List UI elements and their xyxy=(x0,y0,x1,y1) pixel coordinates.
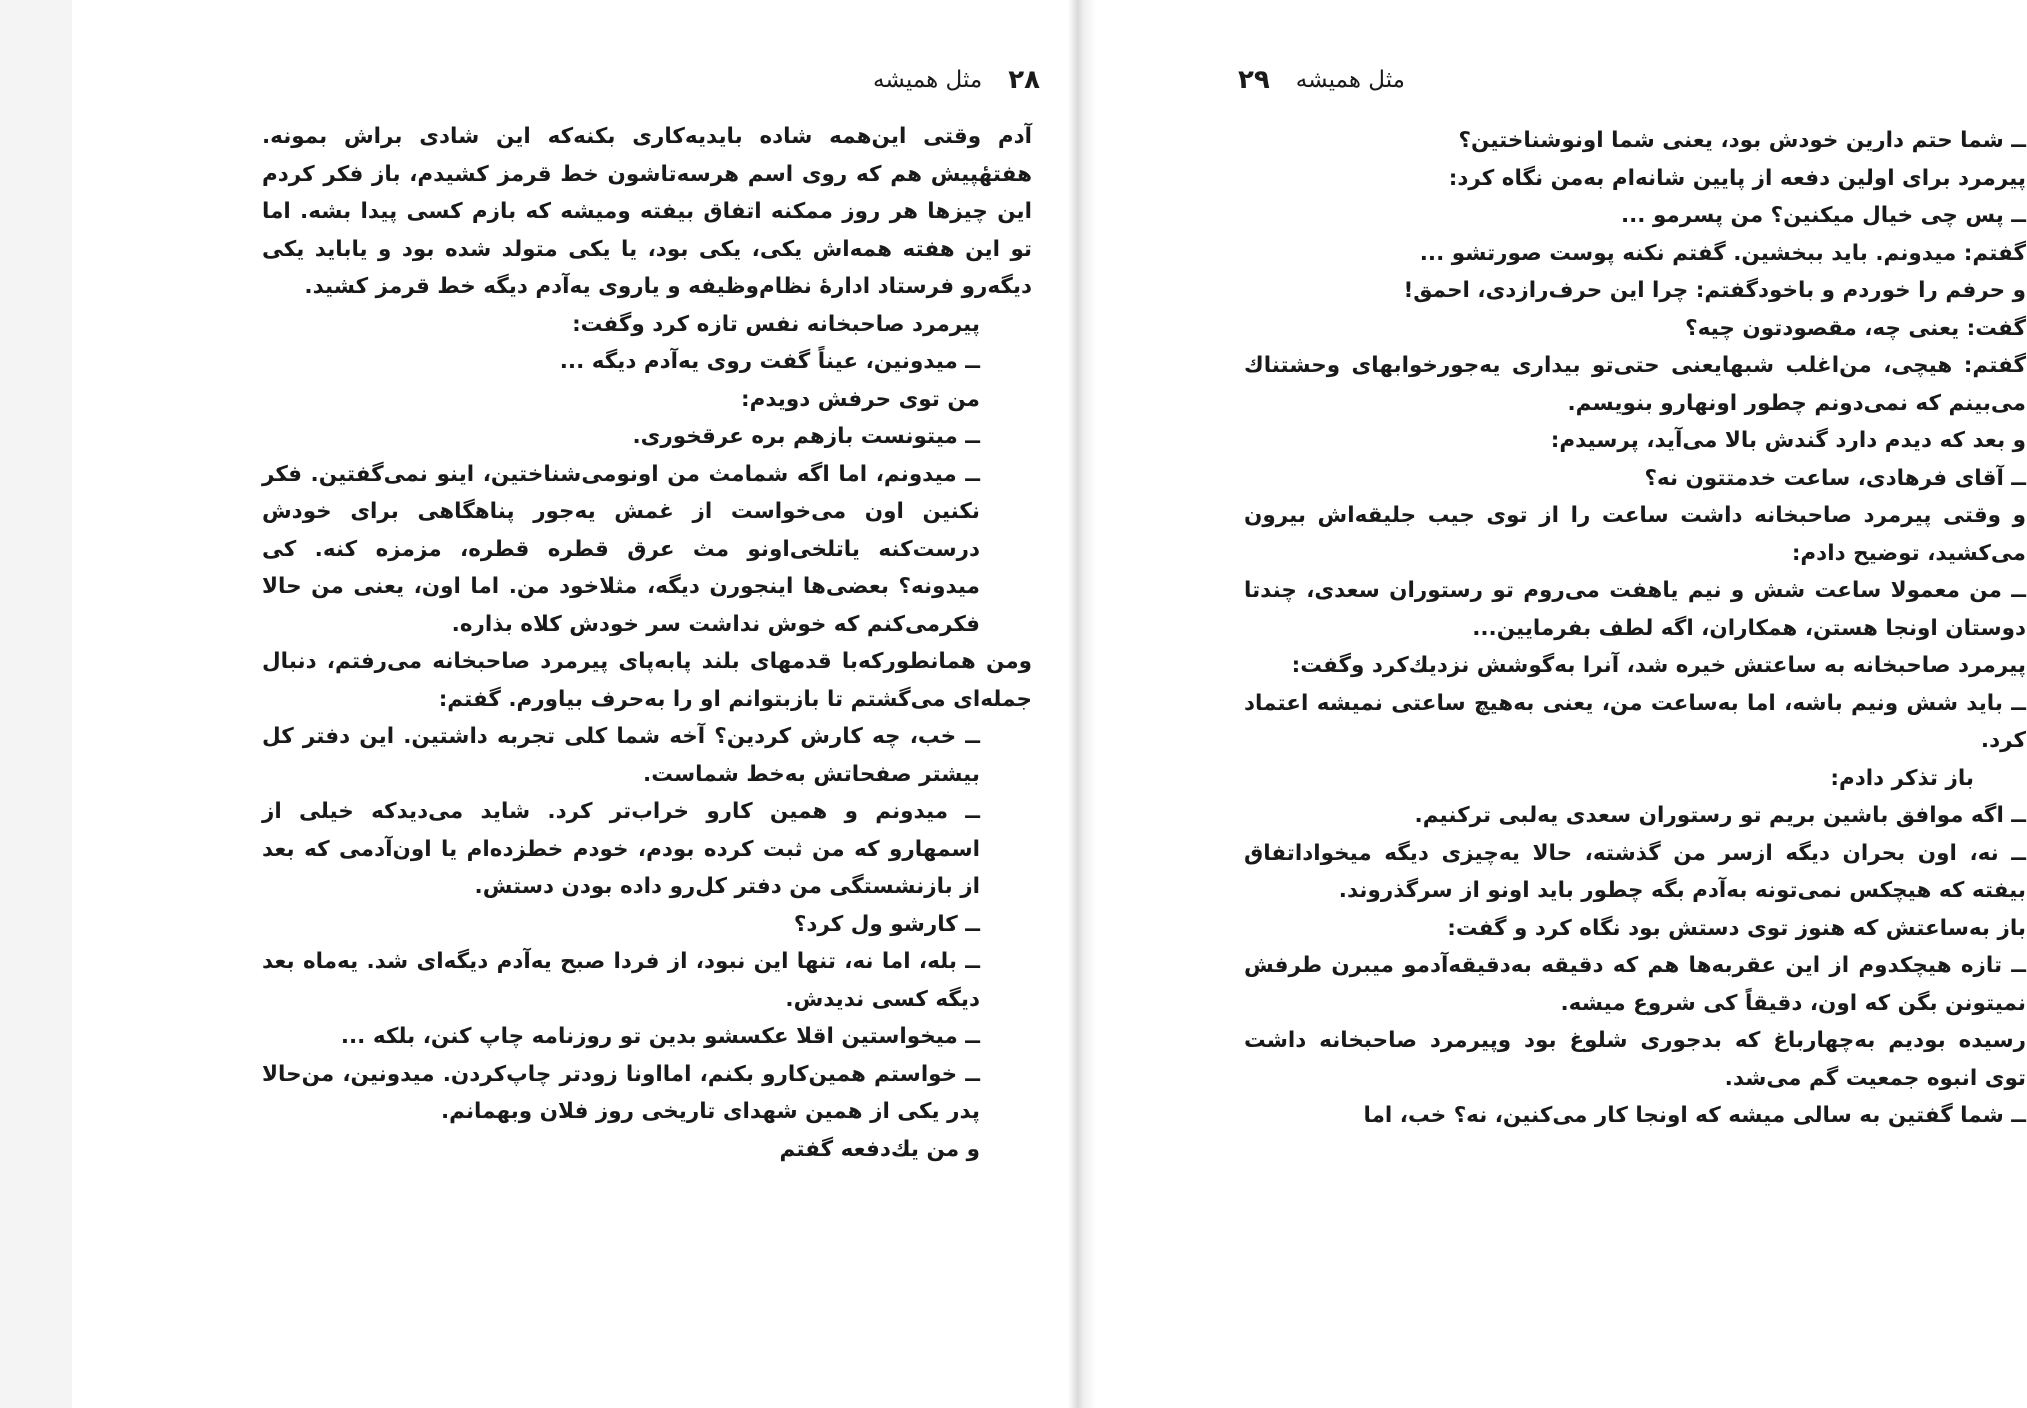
dialogue-line: ــ کارشو ول کرد؟ xyxy=(793,911,980,937)
dialogue-line: ــ خواستم همین‌کارو بکنم، امااونا زودتر چاپ‌کردن. میدونین، من‌حالا پدر یکی از همین شهدای تاریخی روز فلان وبهمانم. xyxy=(262,1061,980,1124)
dialogue-line: ــ باید شش ونیم باشه، اما بەساعت من، یعنی بەهیچ ساعتی نمیشه اعتماد کرد. xyxy=(1244,690,2026,753)
paragraph: پیرمرد صاحبخانه نفس تازه کرد وگفت: xyxy=(572,311,980,337)
page-body xyxy=(1244,122,2027,1135)
book-page-left xyxy=(72,0,1068,1408)
page-body xyxy=(262,118,1040,1168)
dialogue-line: ــ پس چی خیال میکنین؟ من پسرمو ... xyxy=(1620,203,2026,228)
running-title: مثل همیشه xyxy=(1295,67,1405,93)
dialogue-line: ــ میتونست بازهم بره عرقخوری. xyxy=(632,424,980,449)
dialogue-line: ــ نه، اون بحران دیگه ازسر من گذشته، حالا یه‌چیزی دیگه میخواداتفاق بیفته که هیچکس نمی‌تونه بەآدم بگه چطور باید اونو از سرگذروند. xyxy=(1244,840,2026,903)
dialogue-line: ــ میدونم، اما اگه شمامث من اونومی‌شناختین، اینو نمی‌گفتین. فکر نکنین اون می‌خواست از غمش یه‌جور پناهگاهی برای خودش درست‌کنه یاتلخی‌اونو مث عرق قطره قطره، مزمزه کنه. کی میدونه؟ بعضی‌ها اینجورن دیگه، مثلاخود من. اما اون، یعنی من حالا فکرمی‌کنم که خوش نداشت سر خودش کلاه بذاره. xyxy=(262,461,980,637)
paragraph: رسیده بودیم بەچهارباغ که بدجوری شلوغ بود وپیرمرد صاحبخانه داشت توی انبوه جمعیت گم می‌شد. xyxy=(1244,1028,2026,1091)
paragraph: ومن همانطورکه‌با قدمهای بلند پابه‌پای پیرمرد صاحبخانه می‌رفتم، دنبال جمله‌ای می‌گشتم تا بازبتوانم او را بەحرف بیاورم. گفتم: xyxy=(262,649,1032,712)
paragraph: باز تذکر دادم: xyxy=(1830,765,1974,791)
page-number: ۲۸ xyxy=(1008,65,1040,95)
page-header xyxy=(1238,62,1538,98)
paragraph: پیرمرد برای اولین دفعه از پایین شانه‌ام بەمن نگاه کرد: xyxy=(1448,165,2026,191)
dialogue-line: ــ شما گفتین به سالی میشه که اونجا کار می‌کنین، نه؟ خب، اما xyxy=(1363,1103,2026,1128)
book-spine xyxy=(1068,0,1096,1408)
paragraph: من توی حرفش دویدم: xyxy=(741,386,980,412)
dialogue-line: ــ میخواستین اقلا عکسشو بدین تو روزنامه چاپ کنن، بلکه ... xyxy=(340,1024,980,1049)
paragraph: و حرفم را خوردم و باخودگفتم: چرا این حرف‌رازدی، احمق! xyxy=(1403,278,2026,303)
dialogue-line: ــ خب، چه کارش کردین؟ آخه شما کلی تجربه داشتین. این دفتر کل بیشتر صفحاتش به‌خط شماست. xyxy=(262,724,980,787)
book-page-right xyxy=(1096,0,2027,1408)
dialogue-line: ــ من معمولا ساعت شش و نیم یاهفت می‌روم تو رستوران سعدی، چندتا دوستان اونجا هستن، همکاران، اگه لطف بفرمایین... xyxy=(1244,578,2026,641)
scan-margin-left xyxy=(0,0,72,1408)
dialogue-line: ــ اگه موافق باشین بریم تو رستوران سعدی یەلبی ترکنیم. xyxy=(1414,803,2026,828)
paragraph: پیرمرد صاحبخانه به ساعتش خیره شد، آنرا بەگوشش نزدیك‌کرد وگفت: xyxy=(1291,653,2026,678)
page-number: ۲۹ xyxy=(1238,65,1270,95)
paragraph: و وقتی پیرمرد صاحبخانه داشت ساعت را از توی جیب جلیقه‌اش بیرون می‌کشید، توضیح دادم: xyxy=(1244,503,2026,566)
paragraph: و بعد که دیدم دارد گندش بالا می‌آید، پرسیدم: xyxy=(1550,428,2026,453)
paragraph: گفت: یعنی چه، مقصودتون چیه؟ xyxy=(1685,315,2026,341)
running-title: مثل همیشه xyxy=(873,67,983,93)
dialogue-line: ــ آقای فرهادی، ساعت خدمتتون نه؟ xyxy=(1644,465,2026,491)
paragraph: و من یك‌دفعه گفتم xyxy=(779,1136,980,1162)
dialogue-line: ــ بله، اما نه، تنها این نبود، از فردا صبح یه‌آدم دیگه‌ای شد. یەماه بعد دیگه کسی ندیدش. xyxy=(262,949,980,1012)
dialogue-line: ــ میدونین، عیناً گفت روی یه‌آدم دیگه ... xyxy=(559,349,980,374)
paragraph: گفتم: هیچی، من‌اغلب شبهایعنی حتی‌تو بیداری یه‌جورخوابهای وحشتناك می‌بینم که نمی‌دونم چطور اونهارو بنویسم. xyxy=(1244,353,2026,416)
page-header xyxy=(800,62,1040,98)
dialogue-line: ــ شما حتم دارین خودش بود، یعنی شما اونوشناختین؟ xyxy=(1458,128,2026,153)
dialogue-line: ــ میدونم و همین کارو خراب‌تر کرد. شاید می‌دیدکه خیلی از اسمهارو که من ثبت کرده بودم، خودم خطزده‌ام یا اون‌آدمی که بعد از بازنشستگی من دفتر کل‌رو داده بودن دستش. xyxy=(262,799,980,899)
paragraph: گفتم: میدونم. باید ببخشین. گفتم نکنه پوست صورتشو ... xyxy=(1419,240,2026,266)
paragraph: آدم وقتی این‌همه شاده بایدیه‌کاری بکنه‌که این شادی براش بمونه. هفتهٔپیش هم که روی اسم هرسه‌تاشون خط قرمز کشیدم، باز فکر کردم این چیزها هر روز ممکنه اتفاق بیفته ومیشه که بازم کسی پیدا بشه. اما تو این هفته همه‌اش یکی، یکی بود، یا یکی متولد شده بود و یاباید یکی دیگه‌رو فرستاد ادارهٔ نظام‌وظیفه و یاروی یه‌آدم دیگه خط قرمز کشید. xyxy=(262,124,1032,299)
paragraph: باز بەساعتش که هنوز توی دستش بود نگاه کرد و گفت: xyxy=(1447,915,2026,941)
dialogue-line: ــ تازه هیچکدوم از این عقربەها هم که دقیقه بەدقیقه‌آدمو میبرن طرفش نمیتونن بگن که اون، دقیقاً کی شروع میشه. xyxy=(1244,953,2026,1016)
